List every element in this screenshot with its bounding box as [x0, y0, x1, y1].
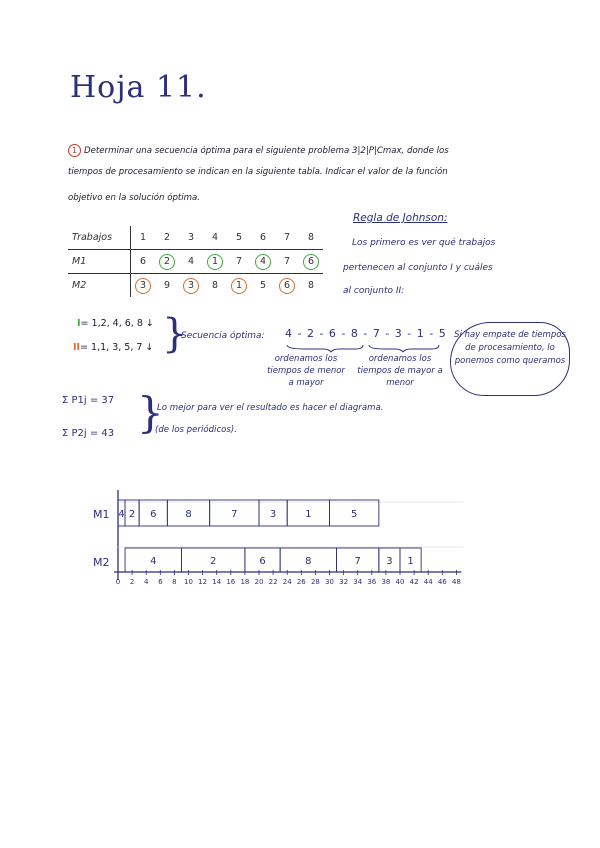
m1-block-label: 3	[269, 509, 277, 520]
job-header: 6	[251, 226, 275, 250]
cell-value: 8	[307, 279, 315, 291]
page-title: Hoja 11.	[70, 70, 207, 105]
table-row-m2	[68, 274, 323, 298]
gantt-tick-label: 36	[367, 578, 377, 586]
m2-block-label: 3	[386, 556, 393, 567]
set-two-label: II	[73, 342, 81, 353]
set-two-values: = 1,1, 3, 5, 7 ↓	[80, 342, 154, 353]
gantt-tick-label: 8	[172, 578, 177, 586]
sum-m1: Σ P1j = 37	[62, 395, 115, 406]
gantt-tick-label: 48	[451, 578, 461, 586]
cell-value: 9	[163, 279, 171, 291]
gantt-diagram	[0, 480, 600, 610]
processing-times-table	[68, 226, 323, 297]
cell-value: 8	[211, 279, 219, 291]
gantt-tick-label: 24	[282, 578, 292, 586]
sequence-label: Secuencia óptima:	[181, 331, 265, 341]
table-cell	[299, 274, 323, 298]
gantt-tick-label: 0	[115, 578, 121, 586]
table-cell	[179, 274, 203, 298]
table-cell	[155, 250, 179, 274]
table-header-row	[68, 226, 323, 250]
gantt-tick-label: 46	[437, 578, 447, 586]
m1-block-label: 8	[185, 509, 192, 520]
gantt-tick-label: 6	[158, 578, 163, 586]
gantt-tick-label: 42	[409, 578, 419, 586]
cell-value-circled: 6	[303, 254, 319, 270]
m1-block-label: 6	[150, 509, 157, 520]
problem-line-1	[68, 144, 449, 157]
cell-value: 5	[259, 279, 267, 291]
table-cell	[275, 250, 299, 274]
gantt-tick-label: 44	[423, 578, 433, 586]
gantt-tick-label: 38	[381, 578, 391, 586]
problem-text-1: Determinar una secuencia óptima para el siguiente problema 3|2|P|Cmax, donde los	[84, 146, 449, 156]
problem-number: 1	[68, 144, 81, 157]
job-header: 8	[299, 226, 323, 250]
gantt-tick-label: 30	[325, 578, 334, 586]
table-cell	[131, 274, 156, 298]
gantt-tick-label: 28	[310, 578, 320, 586]
gantt-tick-label: 34	[353, 578, 363, 586]
problem-line-2: tiempos de procesamiento se indican en la siguiente tabla. Indicar el valor de la función	[68, 167, 448, 177]
gantt-tick-label: 10	[184, 578, 193, 586]
gantt-note-1: Lo mejor para ver el resultado es hacer el diagrama.	[157, 403, 384, 413]
m2-block-label: 2	[209, 556, 217, 567]
set-one-values: = 1,2, 4, 6, 8 ↓	[80, 318, 154, 329]
sequence-value: 4 - 2 - 6 - 8 - 7 - 3 - 1 - 5	[285, 327, 447, 340]
gantt-tick-label: 26	[296, 578, 306, 586]
job-header: 5	[227, 226, 251, 250]
machine-label: M1	[68, 250, 131, 274]
gantt-tick-label: 32	[339, 578, 349, 586]
cell-value-circled: 1	[207, 254, 223, 270]
table-cell	[179, 250, 203, 274]
set-one-label: I	[77, 318, 81, 329]
johnson-rule-title: Regla de Johnson:	[353, 212, 448, 224]
table-cell	[299, 250, 323, 274]
brace-icon: }	[137, 388, 164, 437]
speech-bubble: Si hay empate de tiempos de procesamiento, lo ponemos como queramos	[450, 322, 570, 396]
table-cell	[227, 250, 251, 274]
table-cell	[203, 250, 227, 274]
cell-value-circled: 4	[255, 254, 271, 270]
gantt-machine-label: M1	[93, 508, 110, 521]
cell-value: 7	[235, 255, 243, 267]
job-header: 7	[275, 226, 299, 250]
note-left: ordenamos los tiempos de menor a mayor	[267, 354, 345, 388]
m2-block-label: 7	[354, 556, 361, 567]
table-cell	[131, 250, 156, 274]
cell-value-circled: 3	[135, 278, 151, 294]
m1-block-label: 7	[231, 509, 238, 520]
cell-value: 6	[139, 255, 147, 267]
brace-icon: }	[162, 311, 188, 357]
note-right: ordenamos los tiempos de mayor a menor	[357, 354, 443, 388]
johnson-line-1: Los primero es ver qué trabajos	[352, 238, 496, 248]
gantt-tick-label: 2	[129, 578, 135, 586]
table-row-m1	[68, 250, 323, 274]
gantt-tick-label: 16	[226, 578, 236, 586]
m2-block-label: 6	[259, 556, 266, 567]
m1-block-label: 4	[118, 509, 125, 520]
sum-m2: Σ P2j = 43	[62, 428, 115, 439]
m2-block-label: 1	[407, 556, 414, 567]
cell-value-circled: 1	[231, 278, 247, 294]
johnson-line-2: pertenecen al conjunto I y cuáles	[343, 263, 493, 273]
m1-block-label: 5	[350, 509, 358, 520]
job-header: 4	[203, 226, 227, 250]
m1-block-label: 2	[128, 509, 136, 520]
gantt-tick-label: 20	[254, 578, 264, 586]
table-cell	[227, 274, 251, 298]
table-cell	[203, 274, 227, 298]
cell-value-circled: 2	[159, 254, 175, 270]
cell-value-circled: 6	[279, 278, 295, 294]
table-cell	[251, 250, 275, 274]
cell-value: 7	[283, 255, 291, 267]
cell-value-circled: 3	[183, 278, 199, 294]
gantt-note-2: (de los periódicos).	[155, 425, 237, 435]
table-cell	[251, 274, 275, 298]
problem-line-3: objetivo en la solución óptima.	[68, 193, 201, 203]
gantt-tick-label: 18	[240, 578, 250, 586]
table-header-label: Trabajos	[68, 226, 131, 250]
machine-label: M2	[68, 274, 131, 298]
m2-block-label: 4	[150, 556, 157, 567]
gantt-tick-label: 14	[212, 578, 222, 586]
m2-block-label: 8	[305, 556, 312, 567]
gantt-tick-label: 40	[395, 578, 405, 586]
job-header: 3	[179, 226, 203, 250]
cell-value: 4	[187, 255, 195, 267]
table-cell	[155, 274, 179, 298]
underbrace-icon	[285, 343, 445, 353]
gantt-machine-label: M2	[93, 556, 110, 569]
job-header: 1	[131, 226, 156, 250]
job-header: 2	[155, 226, 179, 250]
m1-block-label: 1	[305, 509, 312, 520]
set-two	[73, 342, 153, 353]
set-one	[77, 318, 154, 329]
table-cell	[275, 274, 299, 298]
gantt-tick-label: 4	[143, 578, 149, 586]
gantt-tick-label: 22	[268, 578, 278, 586]
johnson-line-3: al conjunto II:	[343, 286, 405, 296]
gantt-tick-label: 12	[198, 578, 208, 586]
